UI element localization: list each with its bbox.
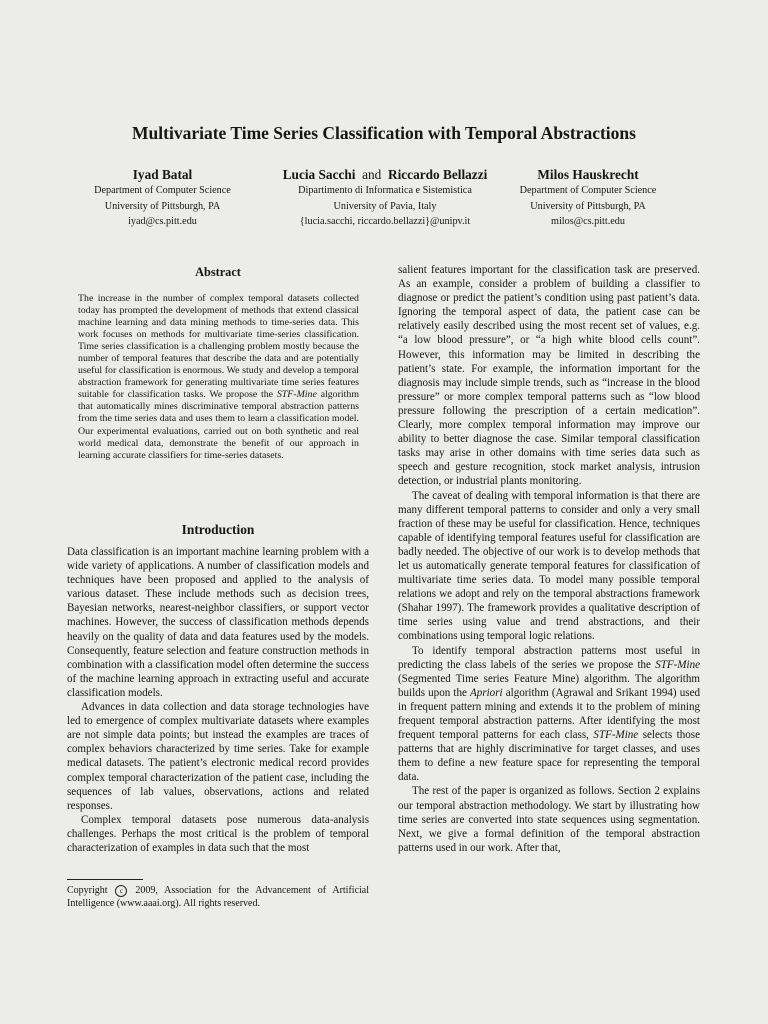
author-affiliation: Department of Computer Science [519, 185, 657, 196]
left-column-body [67, 545, 369, 855]
paragraph: salient features important for the classification task are preserved. As an example, consider a problem of building a classifier to diagnose or predict the patient’s condition using past patient’s data. Ignoring the temporal aspect of data, the patient case can be relatively easily described using the most recent set of values, e.g. “a low blood pressure”, or “a high white blood cells count”. However, this information may be limited in describing the patient’s state. For example, the information important for the diagnosis may include simple trends, such as “increase in the blood pressure” or more complex temporal patterns such as “low blood pressure following the prescription of a certain medication”. Clearly, more complex temporal information may improve our ability to better diagnose the case. Similar temporal classification tasks may arise in other domains with time series data such as speech and gesture recognition, stock market analysis, intrusion detection, or industrial plants monitoring. [398, 264, 700, 488]
author-affiliation: Dipartimento di Informatica e Sistemistica [298, 185, 472, 196]
abstract-text-part: algorithm that automatically mines discriminative temporal abstraction patterns from the time series data and uses them to learn a classification model. Our experimental evaluations, carried out on both synthetic and real world medical data, demonstrate the benefit of our approach in learning accurate classifiers for time-series datasets. [78, 389, 359, 461]
author-names [262, 166, 508, 183]
author-name: Milos Hauskrecht [537, 167, 639, 182]
paragraph-text: (Segmented Time series Feature Mine) algorithm. The algorithm builds upon the [398, 672, 700, 699]
algorithm-name: STF-Mine [276, 389, 317, 401]
author-name: Iyad Batal [132, 167, 193, 182]
algorithm-name: Apriori [470, 686, 503, 699]
copyright-icon: c [115, 885, 127, 897]
author-block-3 [508, 166, 668, 230]
author-location: University of Pavia, Italy [333, 200, 437, 212]
paragraph: Complex temporal datasets pose numerous data-analysis challenges. Perhaps the most critical is the problem of temporal characterization of examples in data such that the most [67, 813, 369, 854]
paragraph: Advances in data collection and data storage technologies have led to emergence of complex multivariate datasets where examples are not simple data points; but instead the examples are traces of complex behaviors characterized by time series. Take for example medical datasets. The patient’s electronic medical record provides complex temporal characterization of the patient case, including the sequences of lab values, observations, actions and related responses. [67, 701, 369, 812]
paragraph: The caveat of dealing with temporal information is that there are many different temporal patterns to consider and only a very small fraction of these may be useful for classification. Hence, techniques capable of identifying temporal features useful for classification are badly needed. The objective of our work is to develop methods that let us automatically generate temporal features for classification of multivariate time series data. To model many possible temporal relations we adopt and rely on the temporal abstractions framework (Shahar 1997). The framework provides a qualitative description of time series using value and trend abstractions, and their combinations using temporal logic relations. [398, 489, 700, 643]
paragraph: The rest of the paper is organized as follows. Section 2 explains our temporal abstraction methodology. We start by illustrating how time series are converted into state sequences using segmentation. Next, we give a formal definition of the temporal abstraction patterns used in our work. After that, [398, 785, 700, 854]
author-email: milos@cs.pitt.edu [551, 216, 625, 228]
abstract-text-part: The increase in the number of complex temporal datasets collected today has prompted the development of methods that extend classical machine learning and data mining methods to time-series data. This work focuses on methods for multivariate time-series classification. Time series classification is a challenging problem mostly because the number of temporal features that describe the data and are potentially useful for classification is enormous. We study and develop a temporal abstraction framework for generating multivariate time series features suitable for classification tasks. We propose the [78, 293, 359, 401]
author-block-1 [85, 166, 240, 230]
author-block-2 [262, 166, 508, 230]
copyright-footnote [67, 884, 369, 910]
author-location: University of Pittsburgh, PA [530, 200, 646, 212]
paragraph [398, 644, 700, 785]
right-column-body [398, 263, 700, 855]
author-email: {lucia.sacchi, riccardo.bellazzi}@unipv.it [299, 216, 471, 228]
copyright-text: 2009, Association for the Advancement of Artificial Intelligence (www.aaai.org). All rights reserved. [67, 885, 370, 909]
author-name: Riccardo Bellazzi [387, 167, 488, 182]
introduction-heading: Introduction [181, 522, 255, 537]
algorithm-name: STF-Mine [593, 729, 639, 742]
abstract-text [78, 293, 359, 462]
paragraph-text: selects those patterns that are highly discriminative for target classes, and uses them to define a new feature space for representing the temporal data. [398, 729, 700, 784]
author-name: Lucia Sacchi [282, 167, 356, 182]
paragraph-text: To identify temporal abstraction patterns most useful in predicting the class labels of the series we propose the [398, 644, 700, 671]
abstract-heading: Abstract [195, 265, 241, 279]
author-email: iyad@cs.pitt.edu [128, 216, 197, 228]
algorithm-name: STF-Mine [655, 658, 700, 671]
author-affiliation: Department of Computer Science [94, 185, 231, 196]
paragraph: Data classification is an important machine learning problem with a wide variety of applications. A number of classification models and techniques have been proposed and applied to the analysis of various dataset. These include methods such as decision trees, Bayesian networks, nearest-neighbor classifiers, or support vector machines. However, the success of classification methods depends heavily on the quality of data and data features used by the models. Consequently, feature selection and feature construction methods in combination with a classification model often determine the success of the machine learning approach in extracting useful and accurate classification models. [67, 546, 369, 699]
paper-title: Multivariate Time Series Classification with Temporal Abstractions [132, 123, 636, 143]
author-conjunction: and [362, 167, 382, 182]
author-location: University of Pittsburgh, PA [104, 200, 221, 212]
copyright-label: Copyright [67, 885, 108, 896]
footnote-rule [67, 879, 143, 880]
paragraph-text: algorithm (Agrawal and Srikant 1994) used in frequent pattern mining and extends it to the problem of mining frequent temporal abstraction patterns. After identifying the most frequent temporal patterns for each class, [398, 686, 700, 742]
